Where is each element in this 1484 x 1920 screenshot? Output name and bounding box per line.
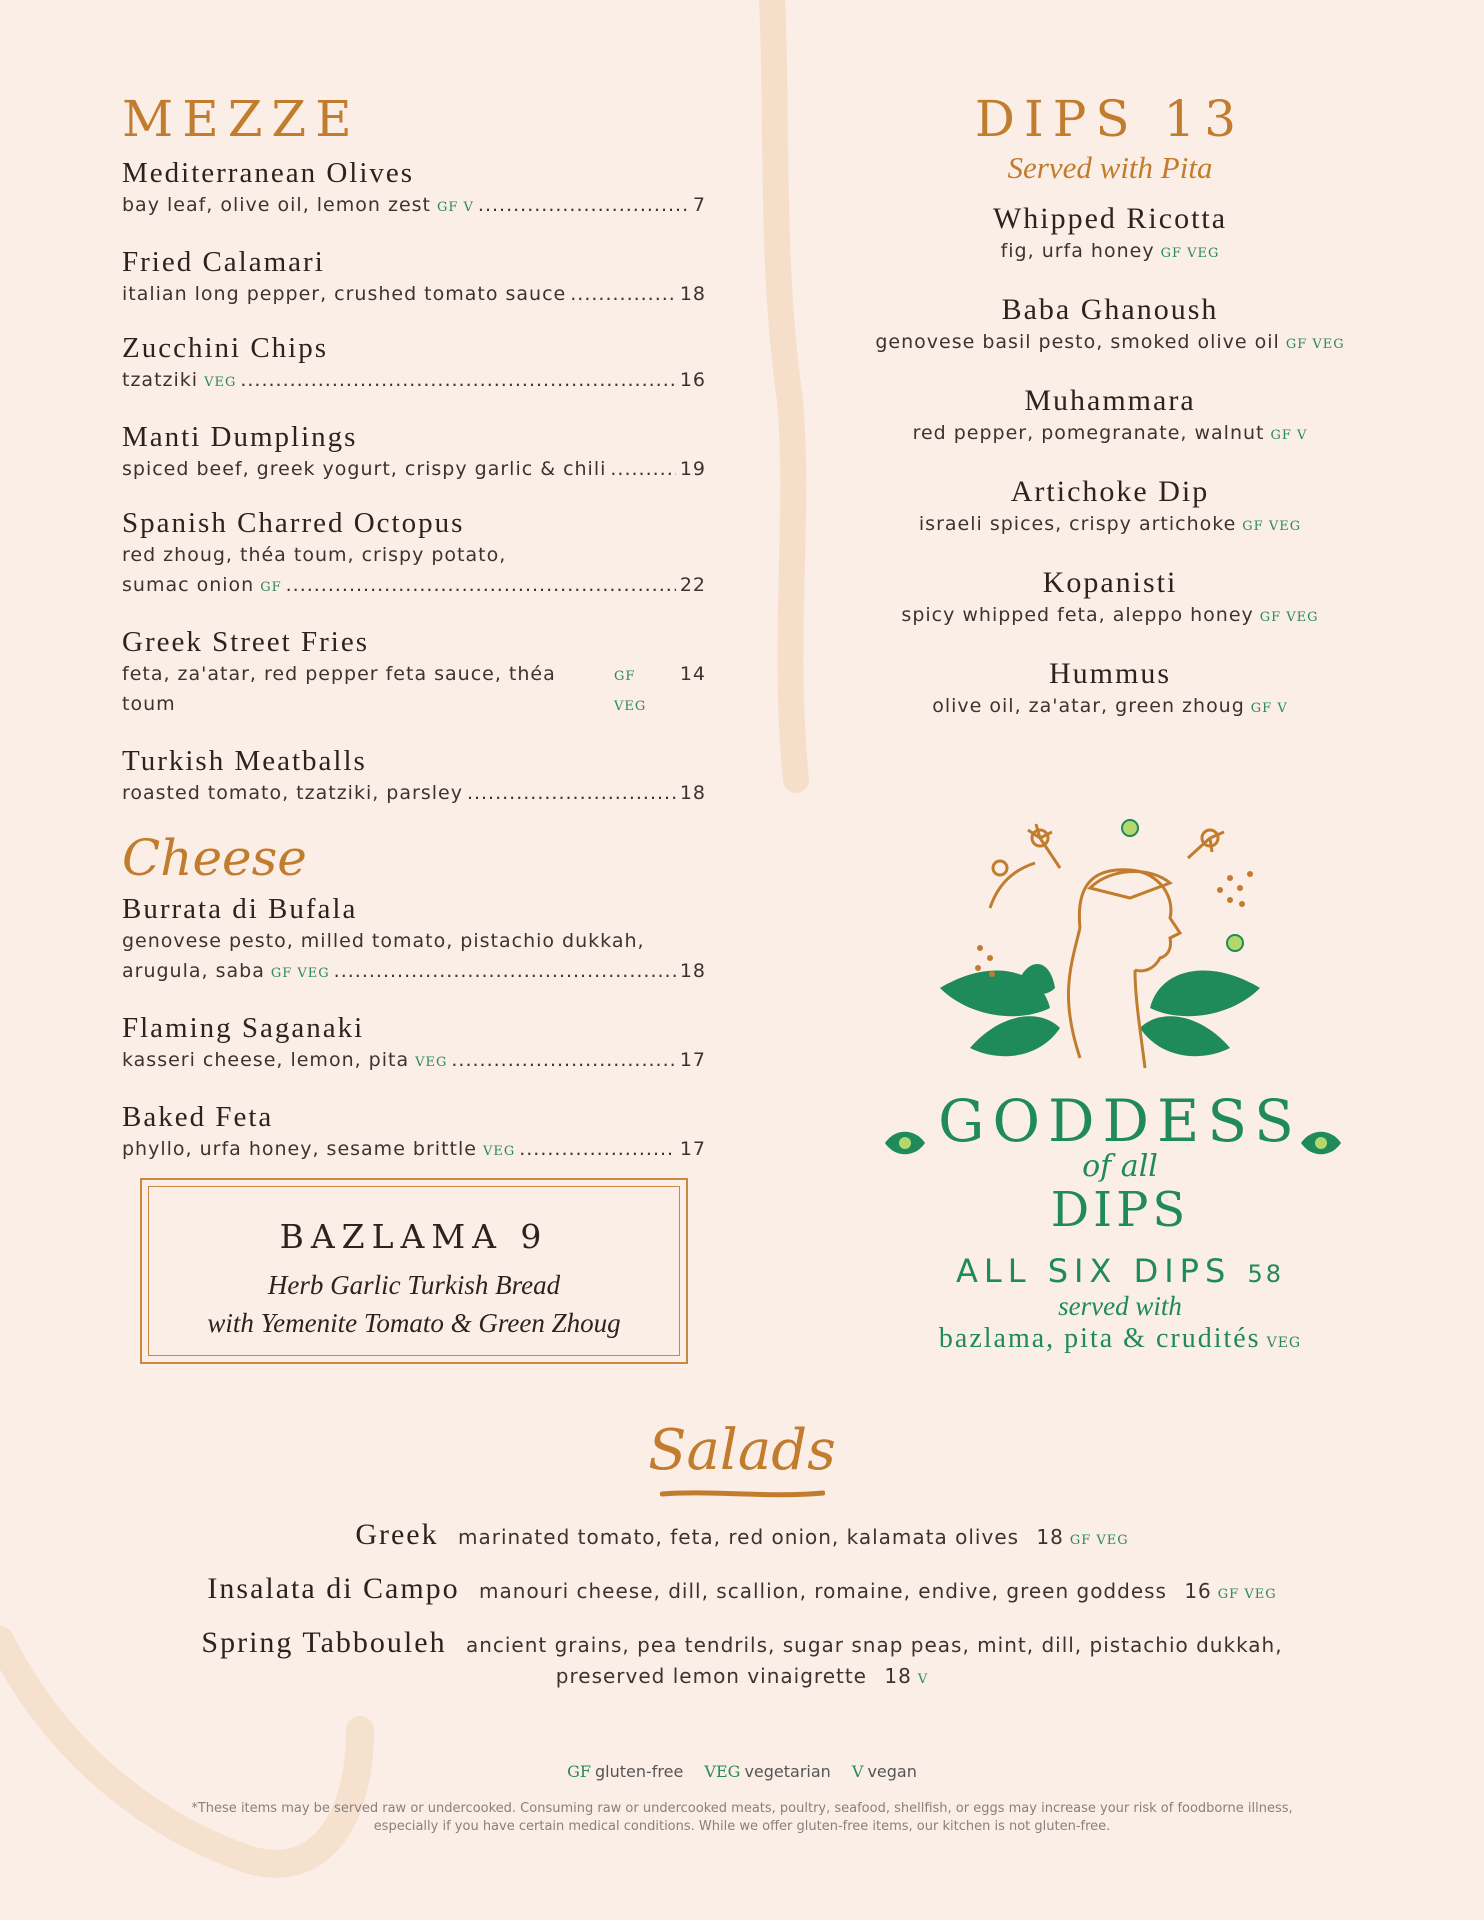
leader-dots: [478, 190, 689, 220]
leader-dots: [610, 454, 675, 484]
diet-tag: V: [917, 1672, 929, 1687]
leader-dots: [240, 365, 675, 395]
item-desc: red zhoug, théa toum, crispy potato,: [122, 544, 507, 566]
item-desc: red pepper, pomegranate, walnut: [912, 422, 1265, 444]
all-six-price: 58: [1247, 1260, 1284, 1288]
item-desc: ancient grains, pea tendrils, sugar snap peas, mint, dill, pistachio dukkah,: [465, 1633, 1283, 1657]
diet-tag: GF VEG: [1285, 337, 1345, 352]
leader-dots: [519, 1134, 676, 1164]
salad-item: [0, 1572, 1484, 1606]
dips-title: DIPS 13: [974, 90, 1246, 148]
diet-tag: GF: [260, 580, 282, 595]
item-name: Manti Dumplings: [122, 421, 358, 453]
menu-item: [122, 625, 706, 722]
item-name: Greek: [355, 1518, 439, 1551]
legend-key: GF: [567, 1762, 591, 1781]
item-name: Spring Tabbouleh: [201, 1626, 447, 1659]
item-desc: kasseri cheese, lemon, pita: [122, 1049, 410, 1071]
diet-tag: VEG: [482, 1144, 516, 1159]
item-desc: spiced beef, greek yogurt, crispy garlic & chili: [122, 458, 607, 480]
legend-label: vegan: [867, 1762, 917, 1781]
goddess-of-all: of all: [1082, 1149, 1158, 1184]
disclaimer-line: especially if you have certain medical conditions. While we offer gluten-free items, our kitchen is not gluten-free.: [373, 1819, 1111, 1834]
leader-dots: [286, 570, 676, 600]
item-name: Greek Street Fries: [122, 626, 369, 658]
item-name: Zucchini Chips: [122, 332, 329, 364]
diet-tag: GF VEG: [1242, 519, 1302, 534]
item-price: 18: [679, 283, 706, 305]
item-name: Mediterranean Olives: [122, 157, 415, 189]
disclaimer: [150, 1800, 1334, 1836]
item-price: 18: [884, 1664, 912, 1688]
item-desc: marinated tomato, feta, red onion, kalamata olives: [457, 1525, 1020, 1549]
menu-item: [122, 506, 706, 603]
item-name: Flaming Saganaki: [122, 1012, 365, 1044]
dip-item: [850, 566, 1370, 633]
item-name: Whipped Ricotta: [992, 202, 1228, 235]
dip-item: [850, 384, 1370, 451]
diet-tag: GF V: [1270, 428, 1308, 443]
dip-item: [850, 657, 1370, 724]
item-desc: genovese pesto, milled tomato, pistachio dukkah,: [122, 930, 645, 952]
diet-tag: VEG: [1266, 1335, 1302, 1351]
bazlama-line: Herb Garlic Turkish Bread: [267, 1270, 561, 1300]
diet-tag: GF VEG: [1069, 1533, 1129, 1548]
diet-tag: GF VEG: [270, 966, 330, 981]
item-desc: tzatziki: [122, 369, 199, 391]
dip-item: [850, 202, 1370, 269]
item-desc: sumac onion: [122, 574, 255, 596]
dips-subtitle: Served with Pita: [1007, 150, 1213, 185]
item-desc: spicy whipped feta, aleppo honey: [901, 604, 1254, 626]
item-price: 18: [679, 782, 706, 804]
item-price: 19: [679, 458, 706, 480]
diet-tag: VEG: [415, 1055, 448, 1070]
legend-key: VEG: [704, 1762, 741, 1781]
menu-item: [122, 331, 706, 398]
left-column: [122, 92, 706, 1189]
item-desc: feta, za'atar, red pepper feta sauce, théa toum: [122, 663, 556, 715]
diet-tag: GF VEG: [614, 669, 647, 714]
diet-tag: GF VEG: [1217, 1587, 1277, 1602]
item-name: Hummus: [1048, 657, 1171, 690]
disclaimer-line: *These items may be served raw or undercooked. Consuming raw or undercooked meats, poultry, seafood, shellfish, or eggs may increase your risk of foodborne illness,: [191, 1801, 1293, 1816]
item-price: 22: [679, 574, 706, 596]
goddess-title: GODDESS: [938, 1087, 1302, 1155]
item-name: Baba Ghanoush: [1001, 293, 1219, 326]
all-six-dips: ALL SIX DIPS: [956, 1252, 1232, 1290]
item-desc: genovese basil pesto, smoked olive oil: [875, 331, 1280, 353]
menu-item: [122, 1100, 706, 1167]
menu-item: [122, 892, 706, 989]
diet-tag: GF V: [436, 200, 474, 215]
right-column: [850, 92, 1370, 748]
diet-tag: GF VEG: [1160, 246, 1220, 261]
leader-dots: [334, 956, 676, 986]
item-desc: israeli spices, crispy artichoke: [918, 513, 1237, 535]
diet-legend: [0, 1762, 1484, 1781]
served-with: served with: [1058, 1291, 1182, 1321]
salad-item-continued: [0, 1664, 1484, 1688]
item-name: Spanish Charred Octopus: [122, 507, 465, 539]
item-price: 18: [679, 960, 706, 982]
item-price: 18: [1036, 1525, 1064, 1549]
item-name: Muhammara: [1024, 384, 1196, 417]
menu-item: [122, 744, 706, 808]
item-desc: arugula, saba: [122, 960, 265, 982]
item-price: 16: [1184, 1579, 1212, 1603]
item-desc: roasted tomato, tzatziki, parsley: [122, 782, 463, 804]
menu-item: [122, 1011, 706, 1078]
goddess-section: [870, 1087, 1370, 1360]
salad-item: [0, 1626, 1484, 1660]
item-price: 17: [679, 1049, 706, 1071]
item-desc: fig, urfa honey: [1000, 240, 1155, 262]
item-desc: olive oil, za'atar, green zhoug: [932, 695, 1245, 717]
goddess-illustration: [930, 808, 1270, 1078]
item-name: Baked Feta: [122, 1101, 274, 1133]
item-price: 16: [679, 369, 706, 391]
item-name: Kopanisti: [1042, 566, 1178, 599]
legend-label: gluten-free: [595, 1762, 684, 1781]
menu-item: [122, 156, 706, 223]
salads-underline: [660, 1488, 825, 1500]
leader-dots: [451, 1045, 675, 1075]
salad-item: [0, 1518, 1484, 1552]
legend-key: V: [851, 1762, 864, 1781]
menu-item: [122, 420, 706, 484]
leader-dots: [467, 778, 676, 808]
item-desc: phyllo, urfa honey, sesame brittle: [122, 1138, 477, 1160]
goddess-dips: DIPS: [1050, 1182, 1190, 1238]
dip-item: [850, 475, 1370, 542]
item-name: Insalata di Campo: [207, 1572, 460, 1605]
item-desc: preserved lemon vinaigrette: [555, 1664, 867, 1688]
bazlama-box: [140, 1178, 688, 1364]
salads-title: Salads: [648, 1418, 836, 1483]
item-name: Fried Calamari: [122, 246, 325, 278]
legend-label: vegetarian: [744, 1762, 831, 1781]
bazlama-title: BAZLAMA 9: [279, 1217, 549, 1256]
diet-tag: GF V: [1250, 701, 1288, 716]
dip-item: [850, 293, 1370, 360]
mezze-title: MEZZE: [122, 90, 361, 148]
item-price: 14: [679, 663, 706, 685]
item-price: 17: [679, 1138, 706, 1160]
item-desc: italian long pepper, crushed tomato sauce: [122, 283, 567, 305]
served-with-items: bazlama, pita & crudités: [938, 1323, 1261, 1354]
diet-tag: GF VEG: [1259, 610, 1319, 625]
diet-tag: VEG: [204, 375, 237, 390]
leader-dots: [570, 279, 676, 309]
item-name: Burrata di Bufala: [122, 893, 358, 925]
item-name: Artichoke Dip: [1010, 475, 1210, 508]
menu-item: [122, 245, 706, 309]
cheese-title: Cheese: [122, 829, 307, 887]
item-desc: bay leaf, olive oil, lemon zest: [122, 194, 431, 216]
item-price: 7: [692, 194, 706, 216]
item-name: Turkish Meatballs: [122, 745, 367, 777]
item-desc: manouri cheese, dill, scallion, romaine, endive, green goddess: [479, 1579, 1167, 1603]
bazlama-line: with Yemenite Tomato & Green Zhoug: [207, 1308, 621, 1338]
